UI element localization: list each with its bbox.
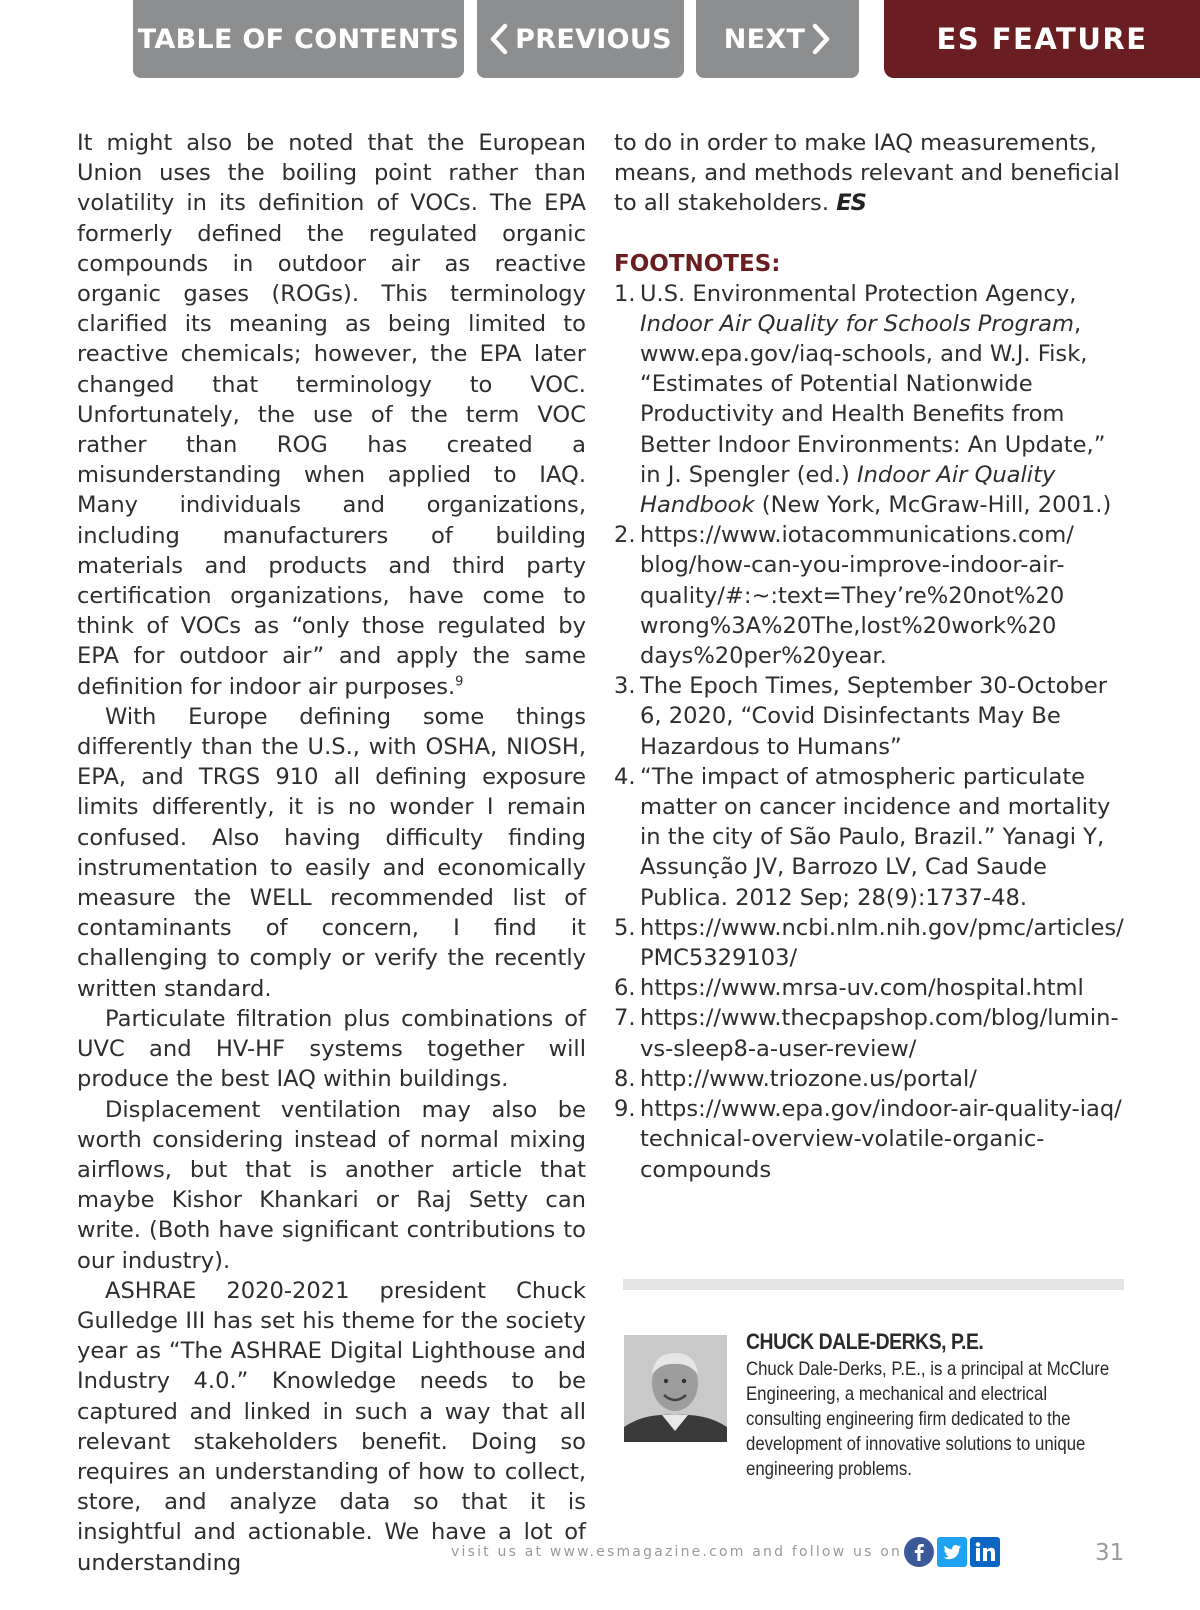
footnote-number: 5.	[614, 914, 636, 941]
footnote-text: , www.epa.gov/iaq-schools, and W.J. Fisk, “Estimates of Potential Nationwide Productivity and Health Benefits from Better Indoor Environments: An Update,” in J. Spengler (ed.)	[640, 310, 1106, 488]
linkedin-icon[interactable]	[970, 1537, 1000, 1567]
footnote-text: (New York, McGraw-Hill, 2001.)	[754, 492, 1112, 519]
footnote-title: Indoor Air Quality for Schools Program	[640, 310, 1074, 337]
twitter-icon[interactable]	[937, 1537, 967, 1567]
continuation-text: to do in order to make IAQ measurements, means, and methods relevant and beneficial to all stakeholders.	[614, 130, 1120, 217]
table-of-contents-button[interactable]	[133, 0, 464, 78]
footnote-item[interactable]	[614, 913, 1124, 973]
footnote-link[interactable]: https://www.epa.gov/indoor-air-quality-iaq/ technical-overview-volatile-organic-compounds	[640, 1096, 1122, 1183]
footnote-item[interactable]	[614, 1094, 1124, 1185]
footnote-item	[614, 762, 1124, 913]
footnote-item[interactable]	[614, 1003, 1124, 1063]
footnote-number: 8.	[614, 1065, 636, 1092]
section-label-text: ES FEATURE	[936, 22, 1148, 56]
footnotes-heading: FOOTNOTES:	[614, 250, 781, 277]
footer-text: visit us at www.esmagazine.com and follow us on	[451, 1544, 903, 1560]
bio-divider	[623, 1279, 1124, 1290]
footnote-item[interactable]	[614, 973, 1124, 1003]
article-continuation	[614, 128, 1124, 219]
footnote-link[interactable]: https://www.thecpapshop.com/blog/lumin-vs-sleep8-a-user-review/	[640, 1005, 1119, 1062]
footnote-title: Indoor Air Quality Handbook	[640, 461, 1056, 519]
article-paragraph	[77, 128, 586, 702]
previous-button[interactable]	[477, 0, 684, 78]
table-of-contents-label: TABLE OF CONTENTS	[137, 23, 460, 55]
footnote-number: 1.	[614, 280, 636, 307]
footnote-link[interactable]: https://www.iotacommunications.com/ blog/how-can-you-improve-indoor-air-quality/#:~:text=They’re%20not%20 wrong%3A%20The,lost%20work%20 days%20per%20year.	[640, 522, 1074, 670]
es-end-mark: ES	[836, 190, 866, 217]
footnote-item[interactable]	[614, 520, 1124, 671]
footnote-number: 9.	[614, 1096, 636, 1123]
previous-label: PREVIOUS	[515, 23, 672, 55]
author-bio	[746, 1329, 1126, 1482]
footnote-text: The Epoch Times, September 30-October 6, 2020, “Covid Disinfectants May Be Hazardous to Humans”	[640, 673, 1108, 760]
section-label-es-feature	[884, 0, 1200, 78]
article-paragraph: ASHRAE 2020-2021 president Chuck Gulledge III has set his theme for the society year as “The ASHRAE Digital Lighthouse and Industry 4.0.” Knowledge needs to be captured and linked in such a way that all relevant stakeholders benefit. Doing so requires an understanding of how to collect, store, and analyze data so that it is insightful and actionable. We have a lot of understanding	[77, 1277, 586, 1576]
author-photo	[624, 1335, 727, 1442]
chevron-right-icon	[811, 23, 831, 55]
footnote-item[interactable]	[614, 1064, 1124, 1094]
footnote-link[interactable]: https://www.mrsa-uv.com/hospital.html	[640, 975, 1084, 1002]
article-paragraph: With Europe defining some things differently than the U.S., with OSHA, NIOSH, EPA, and TRGS 910 all defining exposure limits differently, it is no wonder I remain confused. Also having difficulty finding instrumentation to easily and economically measure the WELL recommended list of contaminants of concern, I find it challenging to comply or verify the recently written standard.	[77, 703, 586, 1002]
footnote-number: 6.	[614, 975, 636, 1002]
chevron-left-icon	[489, 23, 509, 55]
footnote-number: 3.	[614, 673, 636, 700]
article-column-left	[77, 128, 586, 1578]
facebook-icon[interactable]	[904, 1537, 934, 1567]
article-column-right	[614, 128, 1124, 1185]
footnote-number: 7.	[614, 1005, 636, 1032]
next-button[interactable]	[696, 0, 859, 78]
author-description: Chuck Dale-Derks, P.E., is a principal at McClure Engineering, a mechanical and electrical consulting engineering firm dedicated to the development of innovative solutions to unique engineering problems.	[746, 1358, 1110, 1480]
footnote-text: U.S. Environmental Protection Agency,	[640, 280, 1077, 307]
footnote-number: 4.	[614, 763, 636, 790]
footnote-reference: 9	[455, 674, 464, 690]
footnote-link[interactable]: http://www.triozone.us/portal/	[640, 1065, 977, 1092]
footnote-number: 2.	[614, 522, 636, 549]
page-number: 31	[1095, 1540, 1125, 1566]
article-paragraph: Displacement ventilation may also be worth considering instead of normal mixing airflows, but that is another article that maybe Kishor Khankari or Raj Setty can write. (Both have significant contributions to our industry).	[77, 1096, 586, 1274]
paragraph-text: It might also be noted that the European Union uses the boiling point rather than volatility in its definition of VOCs. The EPA formerly defined the regulated organic compounds in outdoor air as reactive organic gases (ROGs). This terminology clarified its meaning as being limited to reactive chemicals; however, the EPA later changed that terminology to VOC. Unfortunately, the use of the term VOC rather than ROG has created a misunderstanding when applied to IAQ. Many individuals and organizations, including manufacturers of building materials and products and third party certification organizations, have come to think of VOCs as “only those regulated by EPA for outdoor air” and apply the same definition for indoor air purposes.	[77, 130, 586, 700]
author-name: CHUCK DALE-DERKS, P.E.	[746, 1329, 984, 1354]
footnote-item	[614, 279, 1124, 521]
next-label: NEXT	[723, 23, 806, 55]
article-paragraph: Particulate filtration plus combinations of UVC and HV-HF systems together will produce the best IAQ within buildings.	[77, 1005, 586, 1093]
footnote-item	[614, 671, 1124, 762]
footnote-link[interactable]: https://www.ncbi.nlm.nih.gov/pmc/articles/ PMC5329103/	[640, 914, 1124, 972]
footnote-text: “The impact of atmospheric particulate matter on cancer incidence and mortality in the city of São Paulo, Brazil.” Yanagi Y, Assunção JV, Barrozo LV, Cad Saude Publica. 2012 Sep; 28(9):1737-48.	[640, 763, 1111, 911]
